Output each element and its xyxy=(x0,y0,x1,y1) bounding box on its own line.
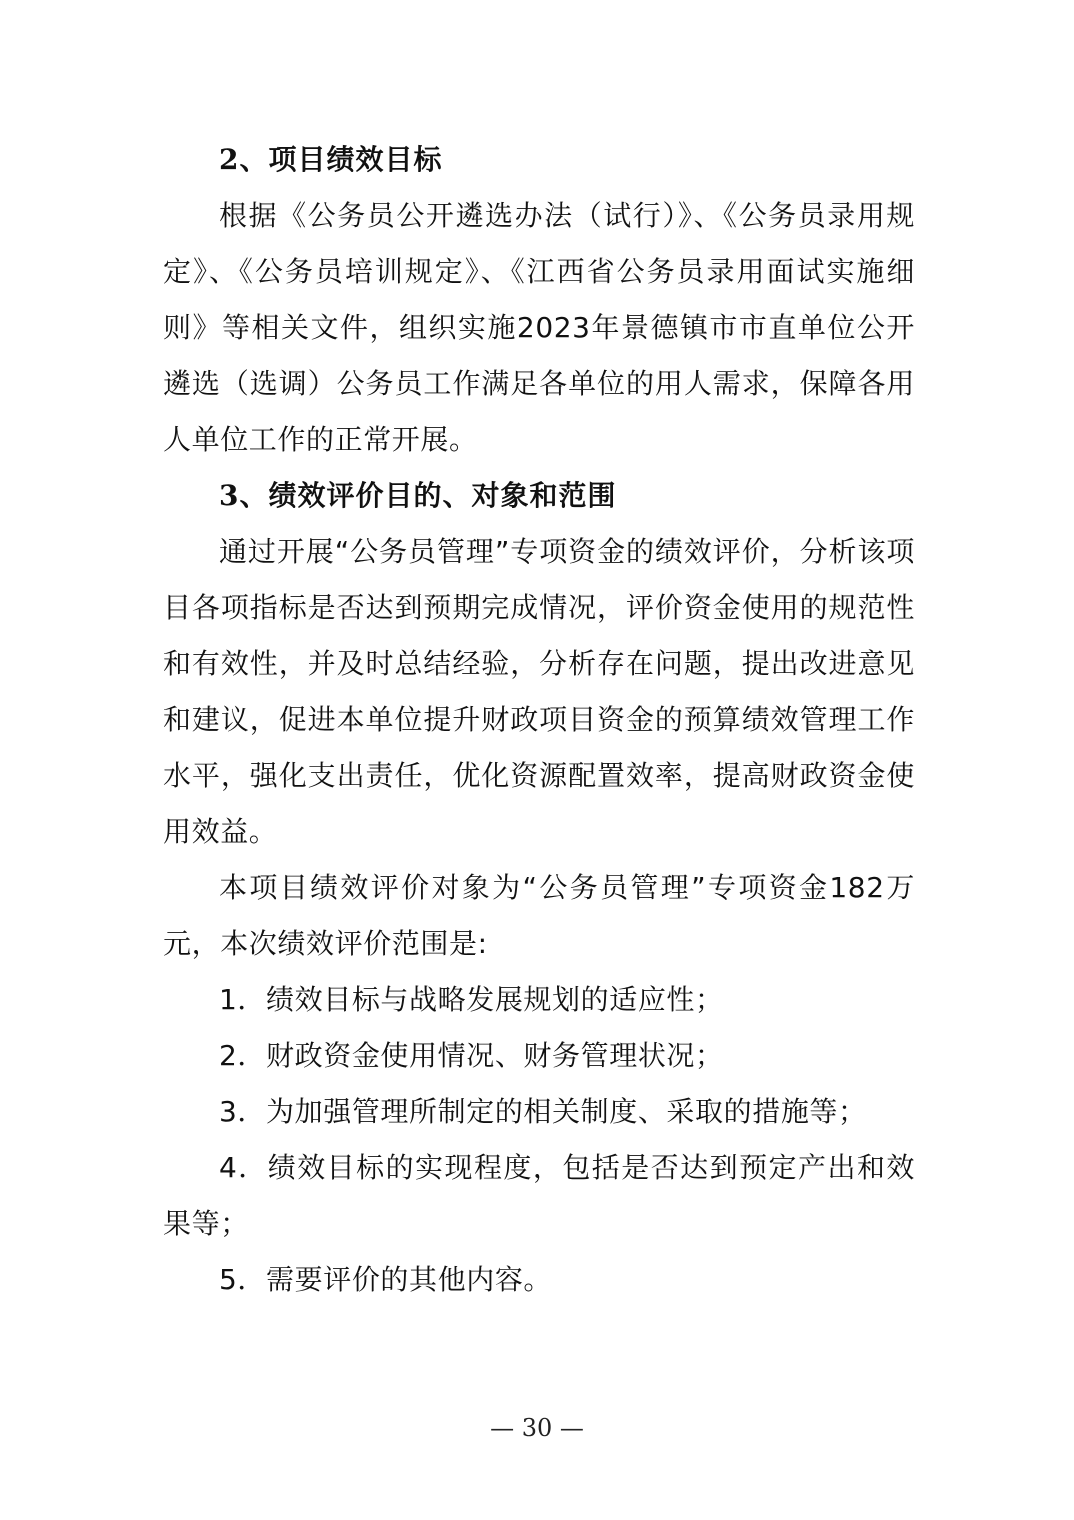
section-heading: 3、绩效评价目的、对象和范围 xyxy=(219,479,617,512)
list-item: 3．为加强管理所制定的相关制度、采取的措施等； xyxy=(219,1095,867,1128)
paragraph: 根据《公务员公开遴选办法（试行）》、《公务员录用规定》、《公务员培训规定》、《江西省公务员录用面试实施细则》等相关文件，组织实施2023年景德镇市市直单位公开遴选（选调）公务员工作满足各单位的用人需求，保障各用人单位工作的正常开展。 xyxy=(163,199,915,456)
page-number: — 30 — xyxy=(490,1414,584,1442)
list-item: 1．绩效目标与战略发展规划的适应性； xyxy=(219,983,724,1016)
list-item: 2．财政资金使用情况、财务管理状况； xyxy=(219,1039,724,1072)
paragraph: 通过开展“公务员管理”专项资金的绩效评价，分析该项目各项指标是否达到预期完成情况，评价资金使用的规范性和有效性，并及时总结经验，分析存在问题，提出改进意见和建议，促进本单位提升财政项目资金的预算绩效管理工作水平，强化支出责任，优化资源配置效率，提高财政资金使用效益。 xyxy=(163,535,915,848)
paragraph: 本项目绩效评价对象为“公务员管理”专项资金182万元，本次绩效评价范围是: xyxy=(163,871,915,960)
list-item: 5．需要评价的其他内容。 xyxy=(219,1263,553,1296)
document-body xyxy=(163,132,915,1308)
list-item: 4．绩效目标的实现程度，包括是否达到预定产出和效果等； xyxy=(163,1151,915,1240)
section-heading: 2、项目绩效目标 xyxy=(219,143,443,176)
